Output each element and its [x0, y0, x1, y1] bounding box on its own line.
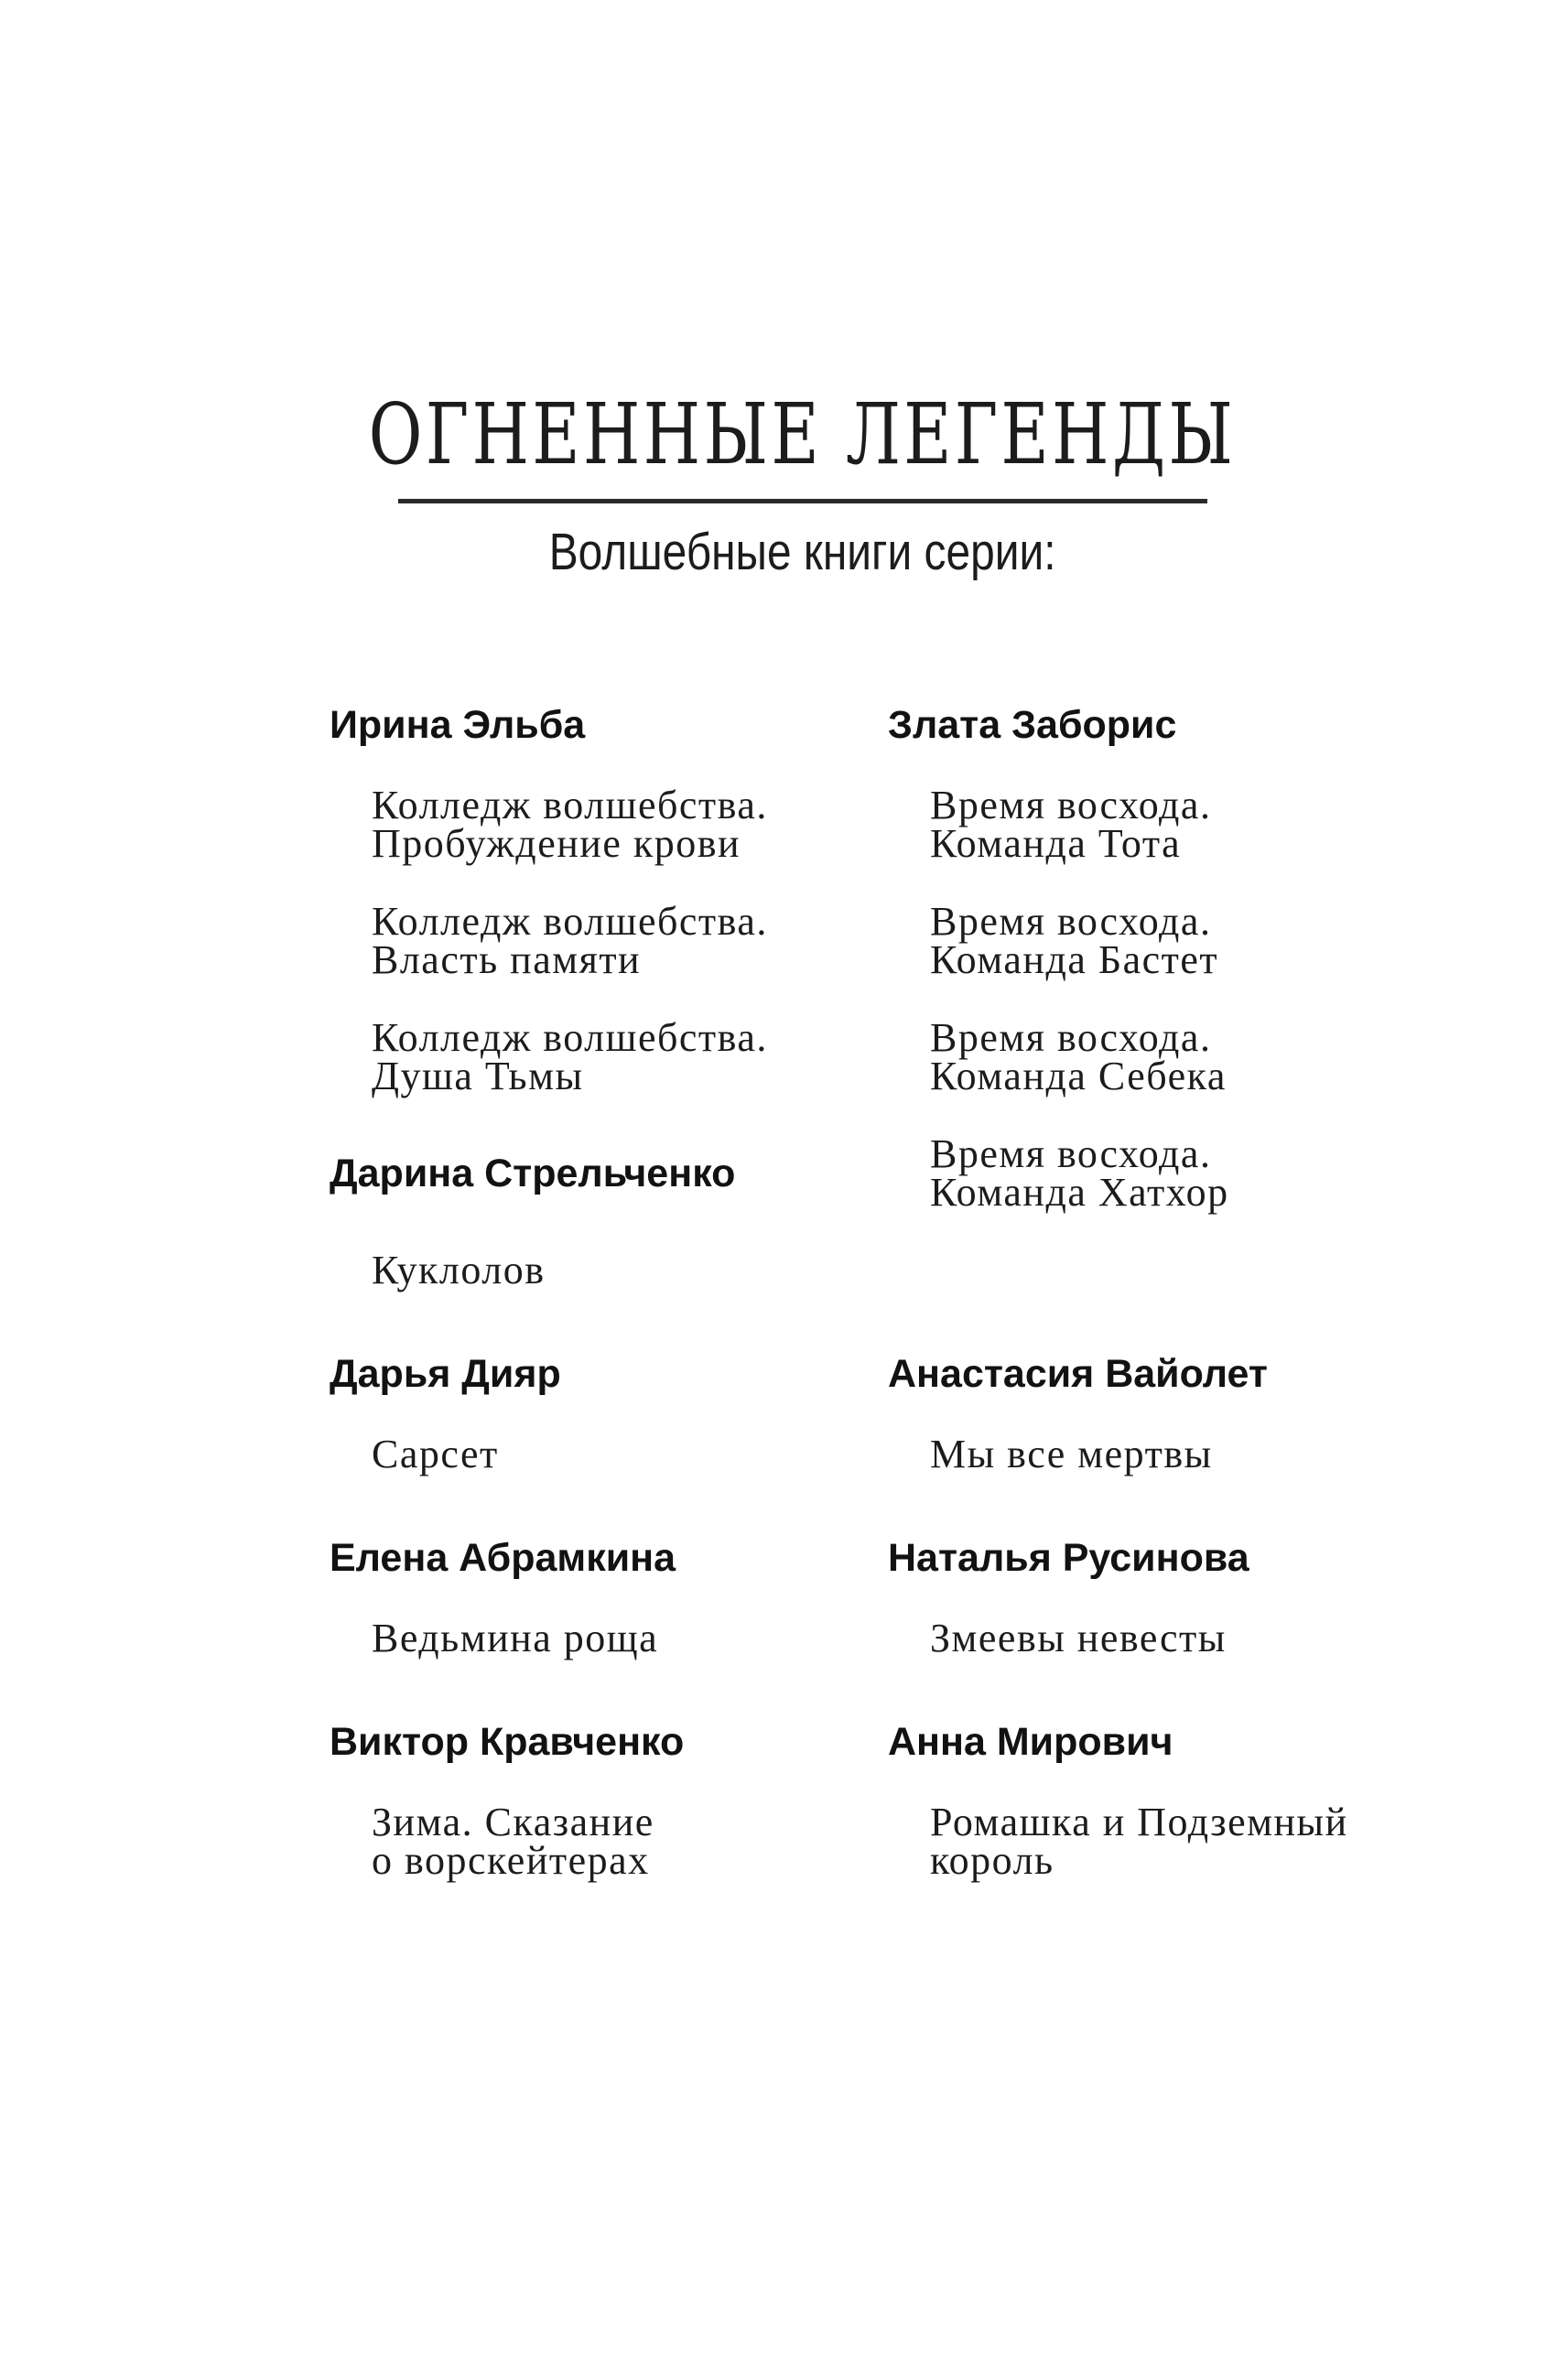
series-title: ОГНЕННЫЕ ЛЕГЕНДЫ: [368, 385, 1237, 483]
book-title: Ведьмина роща: [372, 1615, 659, 1660]
book-title: Время восхода. Команда Тота: [930, 782, 1212, 866]
catalog-row: [330, 898, 1400, 982]
author-name: Дарья Дияр: [330, 1351, 561, 1396]
book-title: Зима. Сказание о ворскейтерах: [372, 1799, 654, 1883]
book-title: Змеевы невесты: [930, 1615, 1227, 1660]
title-divider-rule: [398, 499, 1207, 503]
series-header: [0, 0, 1568, 581]
catalog-row: [330, 1352, 1400, 1396]
catalog-row: [330, 1799, 1400, 1883]
author-name: Дарина Стрельченко: [330, 1151, 736, 1195]
book-title: Колледж волшебства. Пробуждение крови: [372, 782, 768, 866]
book-title: Куклолов: [372, 1247, 546, 1292]
book-title: Время восхода. Команда Себека: [930, 1014, 1227, 1098]
book-title: Ромашка и Подземный король: [930, 1799, 1348, 1883]
author-name: Виктор Кравченко: [330, 1719, 685, 1764]
catalog: [330, 702, 1400, 1883]
author-name: Елена Абрамкина: [330, 1535, 676, 1580]
author-name: Анна Мирович: [888, 1719, 1173, 1764]
catalog-row: [330, 782, 1400, 866]
book-title: Мы все мертвы: [930, 1431, 1213, 1476]
series-subtitle: Волшебные книги серии:: [548, 523, 1056, 582]
catalog-row: [330, 1014, 1400, 1098]
author-name: Наталья Русинова: [888, 1535, 1249, 1580]
book-title: Колледж волшебства. Власть памяти: [372, 898, 768, 982]
author-name: Ирина Эльба: [330, 702, 586, 747]
author-name: Злата Заборис: [888, 702, 1177, 747]
author-name: Анастасия Вайолет: [888, 1351, 1268, 1396]
catalog-row: [330, 703, 1400, 747]
series-title-line: [37, 385, 1568, 483]
book-title: Колледж волшебства. Душа Тьмы: [372, 1014, 768, 1098]
catalog-row: [330, 1431, 1400, 1476]
book-title: Сарсет: [372, 1431, 499, 1476]
book-title: Время восхода. Команда Хатхор: [930, 1130, 1229, 1215]
book-title: Время восхода. Команда Бастет: [930, 898, 1219, 982]
catalog-row: [330, 1536, 1400, 1580]
catalog-row: [330, 1720, 1400, 1764]
catalog-row: [330, 1615, 1400, 1660]
catalog-row: [330, 1130, 1400, 1215]
catalog-row: [330, 1247, 1400, 1292]
series-subtitle-line: [37, 524, 1568, 581]
